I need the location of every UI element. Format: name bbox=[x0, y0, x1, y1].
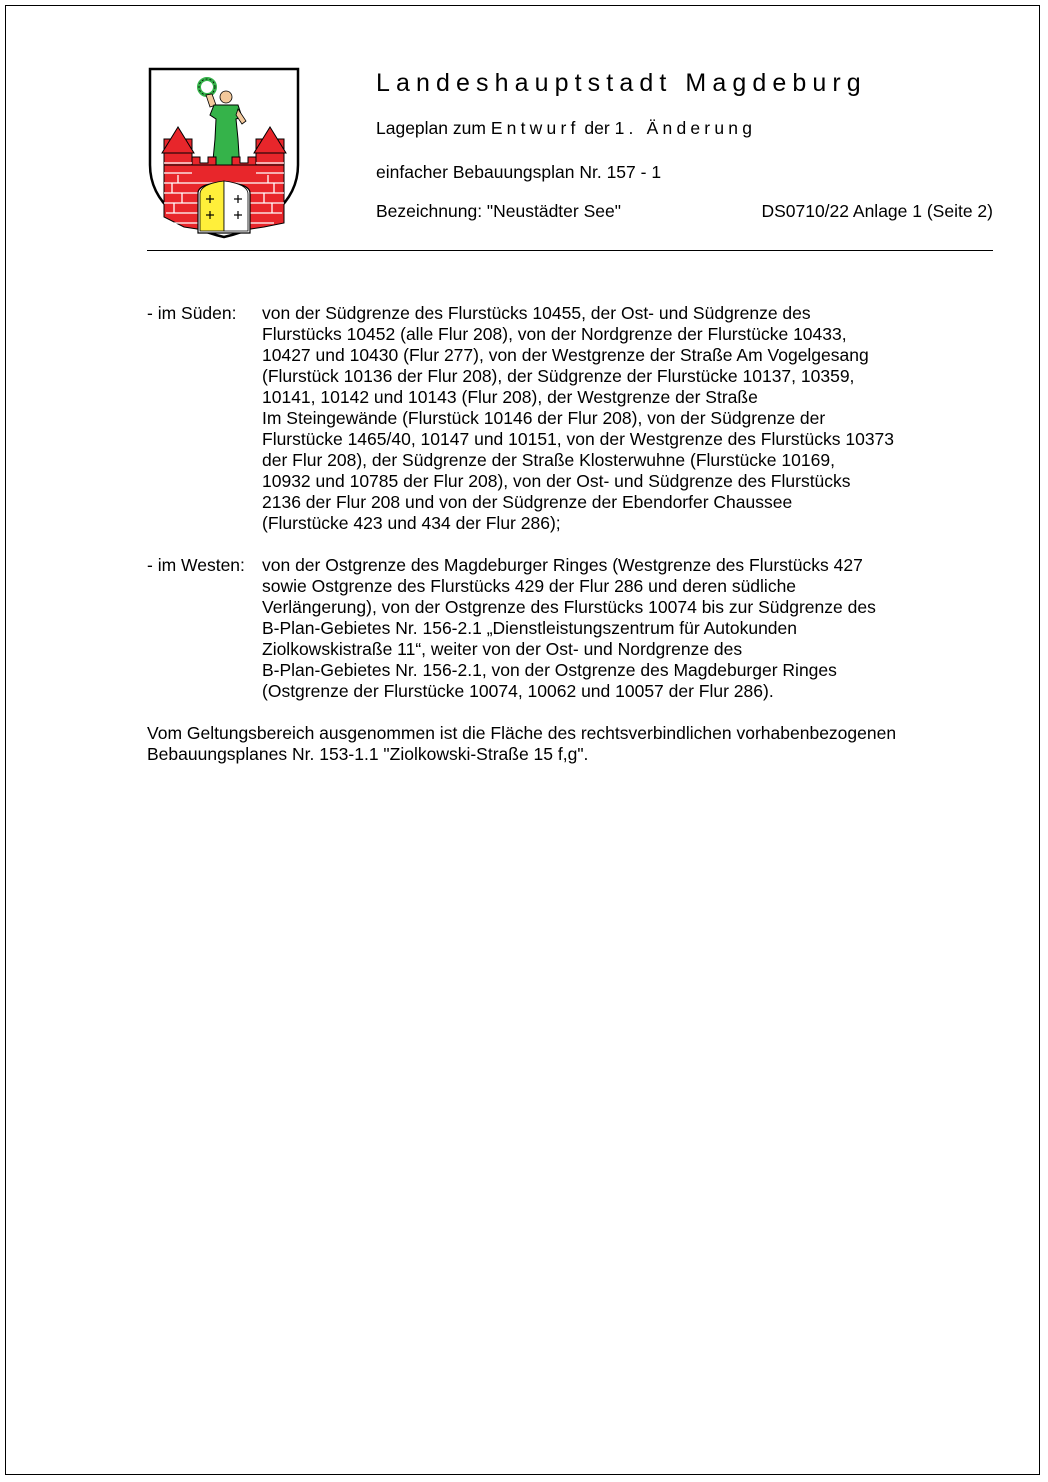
section-text bbox=[262, 555, 997, 702]
header-divider bbox=[147, 250, 993, 251]
text-line: 10932 und 10785 der Flur 208), von der Ost- und Südgrenze des Flurstücks bbox=[262, 471, 851, 491]
text-line: 10141, 10142 und 10143 (Flur 208), der Westgrenze der Straße bbox=[262, 387, 758, 407]
text-line: Im Steingewände (Flurstück 10146 der Flur 208), von der Südgrenze der bbox=[262, 408, 826, 428]
text-line: von der Ostgrenze des Magdeburger Ringes (Westgrenze des Flurstücks 427 bbox=[262, 555, 863, 575]
text-line: 2136 der Flur 208 und von der Südgrenze der Ebendorfer Chaussee bbox=[262, 492, 793, 512]
text-line: Flurstücke 1465/40, 10147 und 10151, von der Westgrenze des Flurstücks 10373 bbox=[262, 429, 895, 449]
plan-subtitle-aenderung: 1. Änderung bbox=[614, 118, 757, 138]
drucksache-reference: DS0710/22 Anlage 1 (Seite 2) bbox=[761, 201, 993, 221]
magdeburg-coat-of-arms-icon bbox=[148, 67, 300, 239]
boundary-section-south bbox=[147, 303, 997, 534]
plan-subtitle-prefix: Lageplan zum bbox=[376, 118, 491, 138]
text-line: Verlängerung), von der Ostgrenze des Flurstücks 10074 bis zur Südgrenze des bbox=[262, 597, 876, 617]
text-line: der Flur 208), der Südgrenze der Straße Klosterwuhne (Flurstücke 10169, bbox=[262, 450, 835, 470]
text-line: von der Südgrenze des Flurstücks 10455, der Ost- und Südgrenze des bbox=[262, 303, 811, 323]
text-line: Flurstücks 10452 (alle Flur 208), von der Nordgrenze der Flurstücke 10433, bbox=[262, 324, 847, 344]
city-title: Landeshauptstadt Magdeburg bbox=[376, 69, 867, 97]
text-line: (Flurstücke 423 und 434 der Flur 286); bbox=[262, 513, 561, 533]
text-line: Vom Geltungsbereich ausgenommen ist die Fläche des rechtsverbindlichen vorhabenbezogenen bbox=[147, 723, 897, 743]
designation: Bezeichnung: "Neustädter See" bbox=[376, 201, 621, 221]
exclusion-paragraph bbox=[147, 723, 997, 765]
section-text bbox=[262, 303, 997, 534]
text-line: sowie Ostgrenze des Flurstücks 429 der Flur 286 und deren südliche bbox=[262, 576, 797, 596]
text-line: B-Plan-Gebietes Nr. 156-2.1 „Dienstleistungszentrum für Autokunden bbox=[262, 618, 798, 638]
text-line: Bebauungsplanes Nr. 153-1.1 "Ziolkowski-Straße 15 f,g". bbox=[147, 744, 589, 764]
text-line: Ziolkowskistraße 11“, weiter von der Ost- und Nordgrenze des bbox=[262, 639, 743, 659]
plan-subtitle bbox=[376, 118, 756, 139]
text-line: (Flurstück 10136 der Flur 208), der Südgrenze der Flurstücke 10137, 10359, bbox=[262, 366, 855, 386]
bplan-number: einfacher Bebauungsplan Nr. 157 - 1 bbox=[376, 162, 662, 182]
text-line: (Ostgrenze der Flurstücke 10074, 10062 und 10057 der Flur 286). bbox=[262, 681, 774, 701]
document-body bbox=[147, 303, 997, 765]
document-header bbox=[376, 66, 996, 221]
section-label: - im Süden: bbox=[147, 303, 237, 323]
designation-row bbox=[376, 201, 993, 222]
text-line: 10427 und 10430 (Flur 277), von der Westgrenze der Straße Am Vogelgesang bbox=[262, 345, 869, 365]
text-line: B-Plan-Gebietes Nr. 156-2.1, von der Ostgrenze des Magdeburger Ringes bbox=[262, 660, 837, 680]
boundary-section-west bbox=[147, 555, 997, 702]
section-label: - im Westen: bbox=[147, 555, 245, 575]
plan-subtitle-der: der bbox=[579, 118, 615, 138]
plan-subtitle-entwurf: Entwurf bbox=[490, 118, 580, 138]
